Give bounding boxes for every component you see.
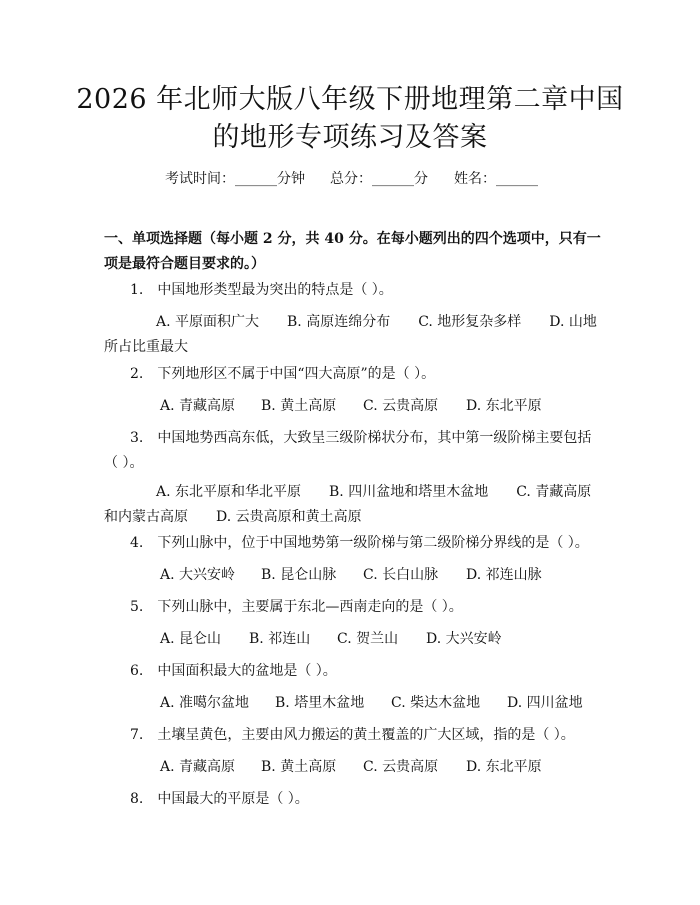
- option-c: C. 云贵高原: [363, 759, 439, 775]
- total-score-field: 总分：______分: [330, 171, 428, 187]
- option-a: A. 昆仑山: [160, 631, 222, 647]
- option-a: A. 准噶尔盆地: [160, 695, 250, 711]
- option-b: B. 黄土高原: [261, 759, 337, 775]
- title-line-2: 的地形专项练习及答案: [212, 122, 488, 153]
- option-a: A. 青藏高原: [160, 398, 236, 414]
- option-d: D. 大兴安岭: [426, 631, 502, 647]
- question-stem: 1. 中国地形类型最为突出的特点是（ ）。: [130, 282, 393, 298]
- section-heading: 一、单项选择题（每小题 2 分，共 40 分。在每小题列出的四个选项中，只有一项是最符合题目要求的。）: [104, 231, 601, 272]
- question-stem: 8. 中国最大的平原是（ ）。: [130, 791, 309, 807]
- title-line-1: 2026 年北师大版八年级下册地理第二章中国: [76, 84, 624, 115]
- option-d: D. 祁连山脉: [466, 567, 542, 583]
- option-b: B. 祁连山: [249, 631, 311, 647]
- option-c: C. 云贵高原: [363, 398, 439, 414]
- option-d: D. 四川盆地: [507, 695, 583, 711]
- option-d: D. 东北平原: [466, 398, 542, 414]
- option-d: D. 东北平原: [466, 759, 542, 775]
- option-a: A. 青藏高原: [160, 759, 236, 775]
- option-b: B. 黄土高原: [261, 398, 337, 414]
- question-stem: 7. 土壤呈黄色，主要由风力搬运的黄土覆盖的广大区域，指的是（ ）。: [130, 727, 575, 743]
- option-c: C. 柴达木盆地: [391, 695, 481, 711]
- exam-time-field: 考试时间：______分钟: [165, 171, 305, 187]
- question-options: A. 平原面积广大 B. 高原连绵分布 C. 地形复杂多样 D. 山地所占比重最大: [104, 314, 597, 355]
- option-b: B. 塔里木盆地: [275, 695, 365, 711]
- question-options: A. 东北平原和华北平原 B. 四川盆地和塔里木盆地 C. 青藏高原和内蒙古高原 D. 云贵高原和黄土高原: [104, 484, 592, 525]
- question-stem: 5. 下列山脉中，主要属于东北—西南走向的是（ ）。: [130, 599, 463, 615]
- option-a: A. 大兴安岭: [160, 567, 236, 583]
- question-stem: 6. 中国面积最大的盆地是（ ）。: [130, 663, 337, 679]
- option-b: B. 昆仑山脉: [261, 567, 337, 583]
- student-name-field: 姓名：______: [454, 171, 538, 187]
- question-stem: 4. 下列山脉中，位于中国地势第一级阶梯与第二级阶梯分界线的是（ ）。: [130, 535, 589, 551]
- option-c: C. 长白山脉: [363, 567, 439, 583]
- question-stem: 2. 下列地形区不属于中国“四大高原”的是（ ）。: [130, 366, 436, 382]
- option-c: C. 贺兰山: [337, 631, 399, 647]
- question-stem: 3. 中国地势西高东低，大致呈三级阶梯状分布，其中第一级阶梯主要包括（ ）。: [104, 430, 592, 471]
